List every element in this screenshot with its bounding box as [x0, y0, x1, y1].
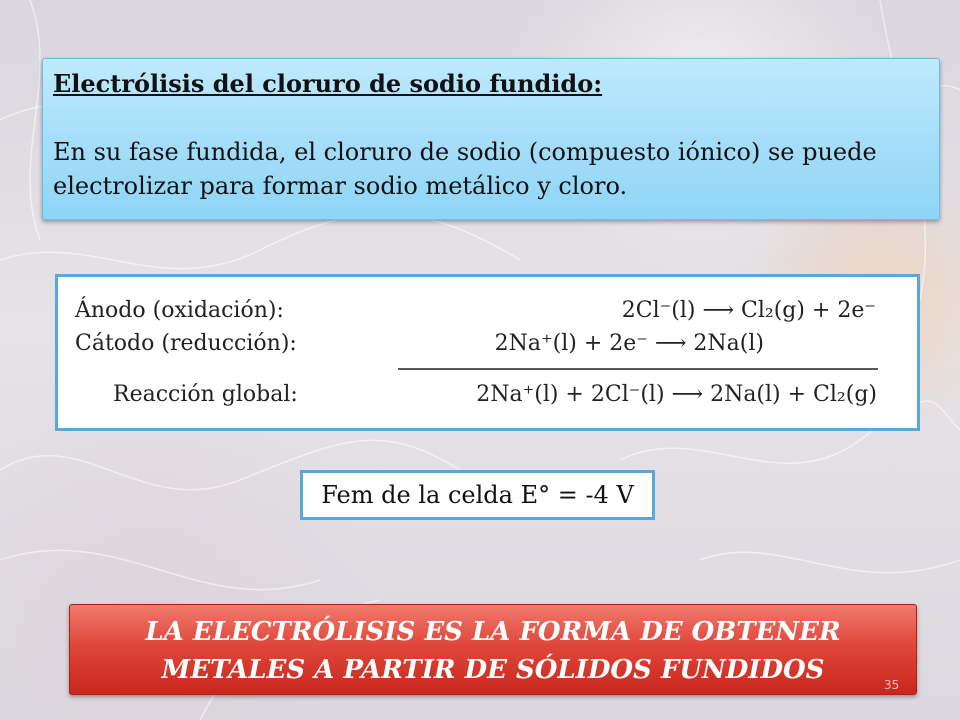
- page-number: 35: [884, 678, 900, 692]
- cathode-label: Cátodo (reducción):: [75, 331, 297, 356]
- anode-reaction: 2Cl⁻(l) ⟶ Cl₂(g) + 2e⁻: [621, 298, 876, 323]
- equations-panel: [55, 274, 920, 431]
- conclusion-banner: LA ELECTRÓLISIS ES LA FORMA DE OBTENER METALES A PARTIR DE SÓLIDOS FUNDIDOS: [69, 604, 917, 695]
- global-reaction: 2Na⁺(l) + 2Cl⁻(l) ⟶ 2Na(l) + Cl₂(g): [476, 382, 877, 407]
- slide-body-text: En su fase fundida, el cloruro de sodio (compuesto iónico) se puede electrolizar para formar sodio metálico y cloro.: [53, 138, 877, 200]
- slide-heading: Electrólisis del cloruro de sodio fundido:: [53, 69, 603, 98]
- cathode-reaction: 2Na⁺(l) + 2e⁻ ⟶ 2Na(l): [494, 331, 764, 356]
- anode-label: Ánodo (oxidación):: [75, 298, 284, 323]
- intro-text-box: [42, 58, 940, 220]
- cell-emf-box: Fem de la celda E° = -4 V: [300, 470, 655, 520]
- global-label: Reacción global:: [113, 382, 298, 407]
